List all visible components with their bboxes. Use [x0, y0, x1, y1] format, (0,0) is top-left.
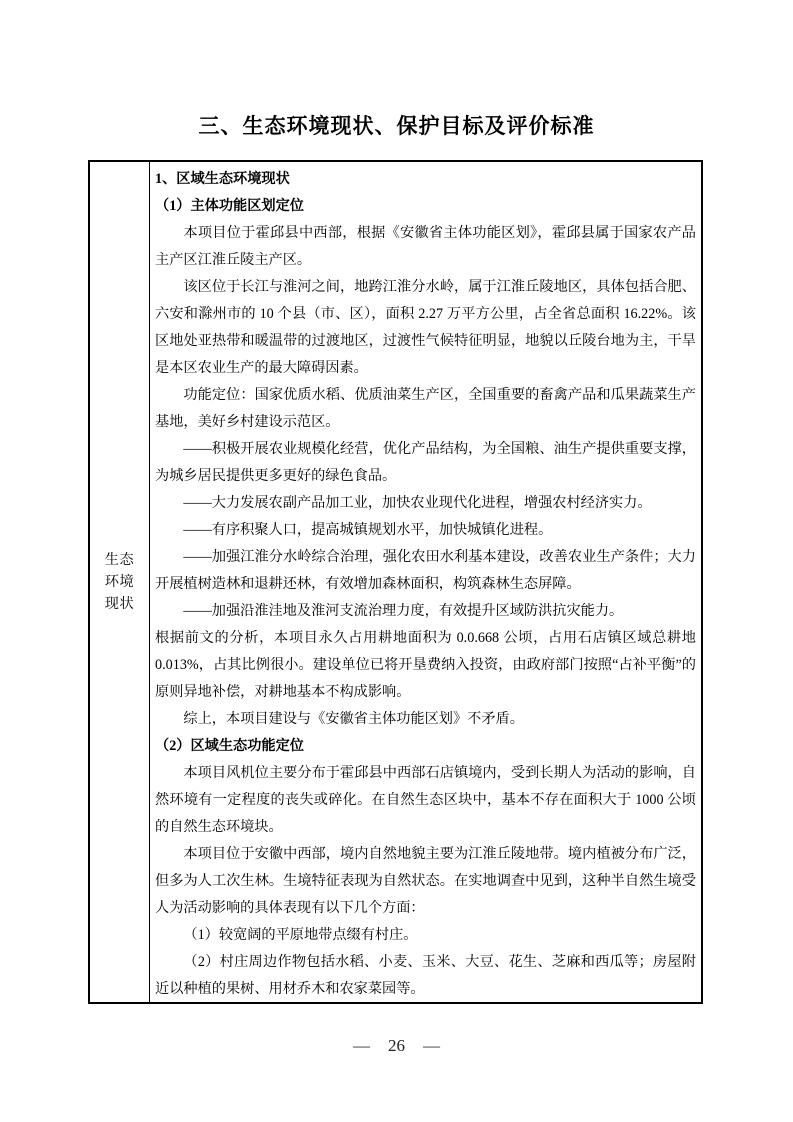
paragraph-project-location: 本项目位于霍邱县中西部，根据《安徽省主体功能区划》，霍邱县属于国家农产品主产区江淮丘陵主产区。 — [155, 225, 696, 268]
footer-dash-right: — — [423, 1036, 440, 1055]
page-footer — [0, 1036, 793, 1056]
row-header-cell — [90, 162, 150, 1002]
paragraph-policy-agri-processing: ——大力发展农副产品加工业，加快农业现代化进程，增强农村经济实力。 — [183, 495, 652, 511]
paragraph-item-plain-villages: （1）较宽阔的平原地带点缀有村庄。 — [183, 927, 418, 943]
sub-heading-eco-function-position: （2）区域生态功能定位 — [155, 738, 304, 754]
row-header-label: 生态环境现状 — [104, 552, 135, 612]
sub-heading-main-function-zoning: （1）主体功能区划定位 — [155, 198, 304, 214]
paragraph-conclusion-no-conflict: 综上，本项目建设与《安徽省主体功能区划》不矛盾。 — [183, 711, 524, 727]
content-table — [88, 160, 703, 1004]
paragraph-natural-landform: 本项目位于安徽中西部，境内自然地貌主要为江淮丘陵地带。境内植被分布广泛，但多为人工次生林。生境特征表现为自然状态。在实地调查中见到，这种半自然生境受人为活动影响的具体表现有以下几个方面： — [155, 846, 696, 916]
paragraph-policy-urbanization: ——有序积聚人口，提高城镇规划水平，加快城镇化进程。 — [183, 522, 553, 538]
page-title: 三、生态环境现状、保护目标及评价标准 — [198, 115, 595, 138]
paragraph-function-positioning: 功能定位：国家优质水稻、优质油菜生产区，全国重要的畜禽产品和瓜果蔬菜生产基地，美好乡村建设示范区。 — [155, 387, 696, 430]
content-cell — [150, 162, 701, 1002]
paragraph-item-village-crops: （2）村庄周边作物包括水稻、小麦、玉米、大豆、花生、芝麻和西瓜等；房屋附近以种植的果树、用材乔木和农家菜园等。 — [155, 954, 696, 997]
paragraph-policy-flood-control: ——加强沿淮洼地及淮河支流治理力度，有效提升区域防洪抗灾能力。 — [183, 603, 624, 619]
footer-dash-left: — — [353, 1036, 370, 1055]
paragraph-policy-agriculture-scale: ——积极开展农业规模化经营，优化产品结构，为全国粮、油生产提供重要支撑，为城乡居民提供更多更好的绿色食品。 — [155, 441, 696, 484]
section-heading-regional-eco-status: 1、区域生态环境现状 — [155, 171, 290, 187]
paragraph-turbine-distribution: 本项目风机位主要分布于霍邱县中西部石店镇境内，受到长期人为活动的影响，自然环境有一定程度的丧失或碎化。在自然生态区块中，基本不存在面积大于 1000 公顷的自然生态环境块。 — [155, 765, 696, 835]
footer-page-number: 26 — [388, 1036, 405, 1055]
paragraph-policy-watershed: ——加强江淮分水岭综合治理，强化农田水利基本建设，改善农业生产条件；大力开展植树造林和退耕还林，有效增加森林面积，构筑森林生态屏障。 — [155, 549, 696, 592]
paragraph-region-description: 该区位于长江与淮河之间，地跨江淮分水岭，属于江淮丘陵地区，具体包括合肥、六安和滁州市的 10 个县（市、区），面积 2.27 万平方公里，占全省总面积 16.22%。该区地处亚热带和暖温带的过渡地区，过渡性气候特征明显，地貌以丘陵台地为主，干旱是本区农业生产的最大障碍因素。 — [155, 279, 696, 376]
paragraph-farmland-occupation: 根据前文的分析，本项目永久占用耕地面积为 0.0.668 公顷，占用石店镇区域总耕地 0.013%，占其比例很小。建设单位已将开垦费纳入投资，由政府部门按照“占补平衡”的原则异地补偿，对耕地基本不构成影响。 — [155, 630, 696, 700]
